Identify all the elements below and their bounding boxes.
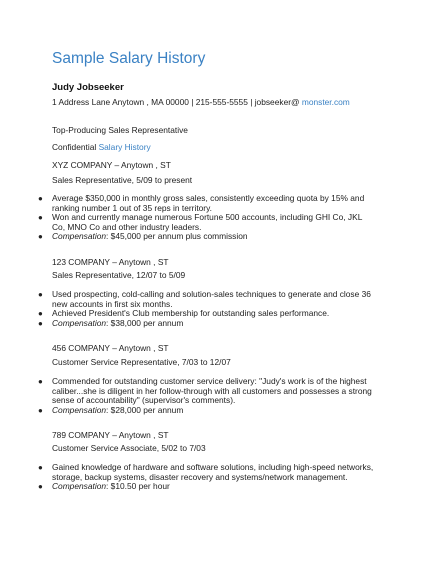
list-item — [38, 404, 377, 416]
list-item — [38, 231, 377, 242]
salary-history-link[interactable]: Salary History — [98, 142, 151, 152]
bullet-icon: ● — [38, 318, 43, 328]
bullet-icon: ● — [38, 309, 43, 319]
document-title: Sample Salary History — [52, 50, 206, 67]
bullet-text: Achieved President's Club membership for outstanding sales performance. — [52, 308, 330, 319]
list-item — [38, 317, 377, 329]
bullet-text: Average $350,000 in monthly gross sales, consistently exceeding quota by 15% and ranking number 1 out of 35 reps in territory. — [52, 193, 365, 213]
compensation-value: : $28,000 per annum — [106, 404, 184, 415]
compensation-label: Compensation — [52, 231, 107, 242]
bullet-icon: ● — [38, 232, 43, 242]
contact-link[interactable]: monster.com — [301, 97, 350, 107]
job-role: Sales Representative, 12/07 to 5/09 — [52, 270, 186, 280]
job-role: Customer Service Associate, 5/02 to 7/03 — [52, 443, 206, 453]
confidential-label: Confidential — [52, 142, 99, 152]
headline: Top-Producing Sales Representative — [52, 125, 188, 135]
compensation-value: : $10.50 per hour — [106, 481, 170, 492]
job-role: Customer Service Representative, 7/03 to 12/07 — [52, 357, 231, 367]
applicant-name: Judy Jobseeker — [52, 82, 124, 93]
job-company: 123 COMPANY – Anytown , ST — [52, 257, 169, 267]
job-company: 456 COMPANY – Anytown , ST — [52, 343, 169, 353]
bullet-icon: ● — [38, 213, 43, 223]
bullet-icon: ● — [38, 482, 43, 492]
compensation-label: Compensation — [52, 317, 107, 328]
bullet-icon: ● — [38, 463, 43, 472]
list-item — [38, 289, 377, 309]
job-bullets — [38, 462, 377, 492]
job-role: Sales Representative, 5/09 to present — [52, 175, 193, 185]
bullet-icon: ● — [38, 290, 43, 299]
bullet-icon: ● — [38, 405, 43, 415]
list-item — [38, 193, 377, 213]
bullet-text: Commended for outstanding customer service delivery: "Judy's work is of the highest caliber...she is diligent in her follow-through with all customers and possesses a strong sense of accountability" (supervisor's comments). — [52, 376, 372, 406]
compensation-label: Compensation — [52, 481, 107, 492]
list-item — [38, 212, 377, 232]
confidential-line — [52, 142, 151, 152]
job-bullets — [38, 289, 377, 328]
list-item — [38, 462, 377, 482]
bullet-icon: ● — [38, 194, 43, 203]
compensation-label: Compensation — [52, 404, 107, 415]
contact-line — [52, 97, 350, 107]
bullet-text: Used prospecting, cold-calling and solution-sales techniques to generate and close 36 new accounts in first six months. — [52, 289, 371, 309]
job-bullets — [38, 376, 377, 415]
compensation-value: : $38,000 per annum — [106, 317, 184, 328]
job-company: 789 COMPANY – Anytown , ST — [52, 430, 169, 440]
contact-details: 1 Address Lane Anytown , MA 00000 | 215-555-5555 | jobseeker@ — [52, 97, 302, 107]
list-item — [38, 376, 377, 406]
job-company: XYZ COMPANY – Anytown , ST — [52, 160, 171, 170]
bullet-text: Gained knowledge of hardware and software solutions, including high-speed networks, storage, backup systems, disaster recovery and systems/network management. — [52, 462, 374, 482]
compensation-value: : $45,000 per annum plus commission — [106, 231, 248, 242]
bullet-text: Won and currently manage numerous Fortune 500 accounts, including GHI Co, JKL Co, MNO Co and other industry leaders. — [52, 212, 363, 232]
list-item — [38, 481, 377, 492]
job-bullets — [38, 193, 377, 242]
bullet-icon: ● — [38, 377, 43, 386]
